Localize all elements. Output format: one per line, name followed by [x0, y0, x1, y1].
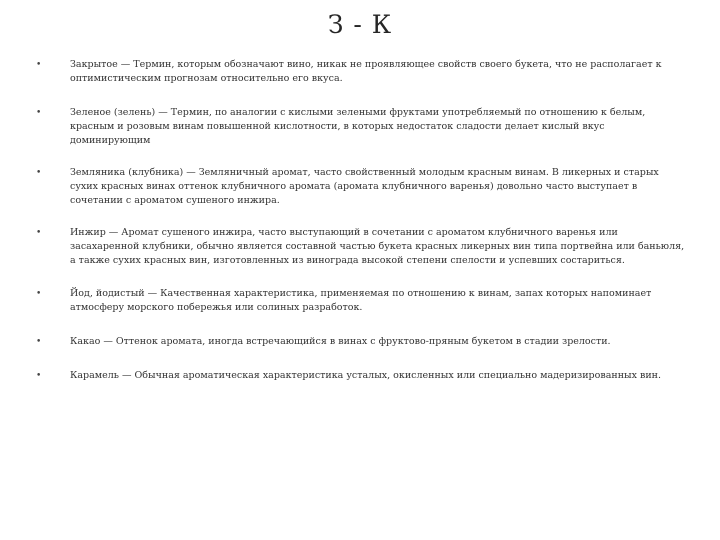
bullet-icon: • — [36, 371, 42, 381]
glossary-item-zakrytoe — [36, 58, 686, 86]
glossary-item-text: Карамель — Обычная ароматическая характеристика усталых, окисленных или специально мадеризированных вин. — [70, 370, 662, 381]
glossary-list — [36, 58, 686, 383]
glossary-item-text: Йод, йодистый — Качественная характеристика, применяемая по отношению к винам, запах которых напоминает атмосферу морского побережья или солиных разработок. — [70, 288, 652, 313]
bullet-icon: • — [36, 228, 42, 238]
bullet-icon: • — [36, 289, 42, 299]
glossary-item-yod — [36, 287, 686, 315]
glossary-item-kakao — [36, 335, 686, 349]
glossary-item-text: Земляника (клубника) — Земляничный аромат, часто свойственный молодым красным винам. В ликерных и старых сухих красных винах оттенок клубничного аромата (аромата клубничного варенья) довольно часто выступает в сочетании с ароматом сушеного инжира. — [70, 167, 659, 206]
slide-title: З - К — [327, 10, 393, 39]
bullet-icon: • — [36, 60, 42, 70]
glossary-item-text: Зеленое (зелень) — Термин, по аналогии с кислыми зелеными фруктами употребляемый по отношению к белым, красным и розовым винам повышенной кислотности, в которых недостаток сладости делает кислый вкус доминирующим — [70, 107, 646, 146]
bullet-icon: • — [36, 168, 42, 178]
glossary-item-zelenoe — [36, 106, 686, 148]
glossary-item-text: Инжир — Аромат сушеного инжира, часто выступающий в сочетании с ароматом клубничного варенья или засахаренной клубники, обычно является составной частью букета красных ликерных вин типа портвейна или баньюля, а также сухих красных вин, изготовленных из винограда высокой степени спелости и успевших состариться. — [70, 227, 685, 266]
bullet-icon: • — [36, 108, 42, 118]
glossary-item-karamel — [36, 369, 686, 383]
bullet-icon: • — [36, 337, 42, 347]
glossary-item-inzhir — [36, 226, 686, 268]
glossary-item-text: Какао — Оттенок аромата, иногда встречающийся в винах с фруктово-пряным букетом в стадии зрелости. — [70, 336, 611, 347]
glossary-item-text: Закрытое — Термин, которым обозначают вино, никак не проявляющее свойств своего букета, что не располагает к оптимистическим прогнозам относительно его вкуса. — [70, 59, 662, 84]
glossary-item-zemlyanika — [36, 166, 686, 208]
